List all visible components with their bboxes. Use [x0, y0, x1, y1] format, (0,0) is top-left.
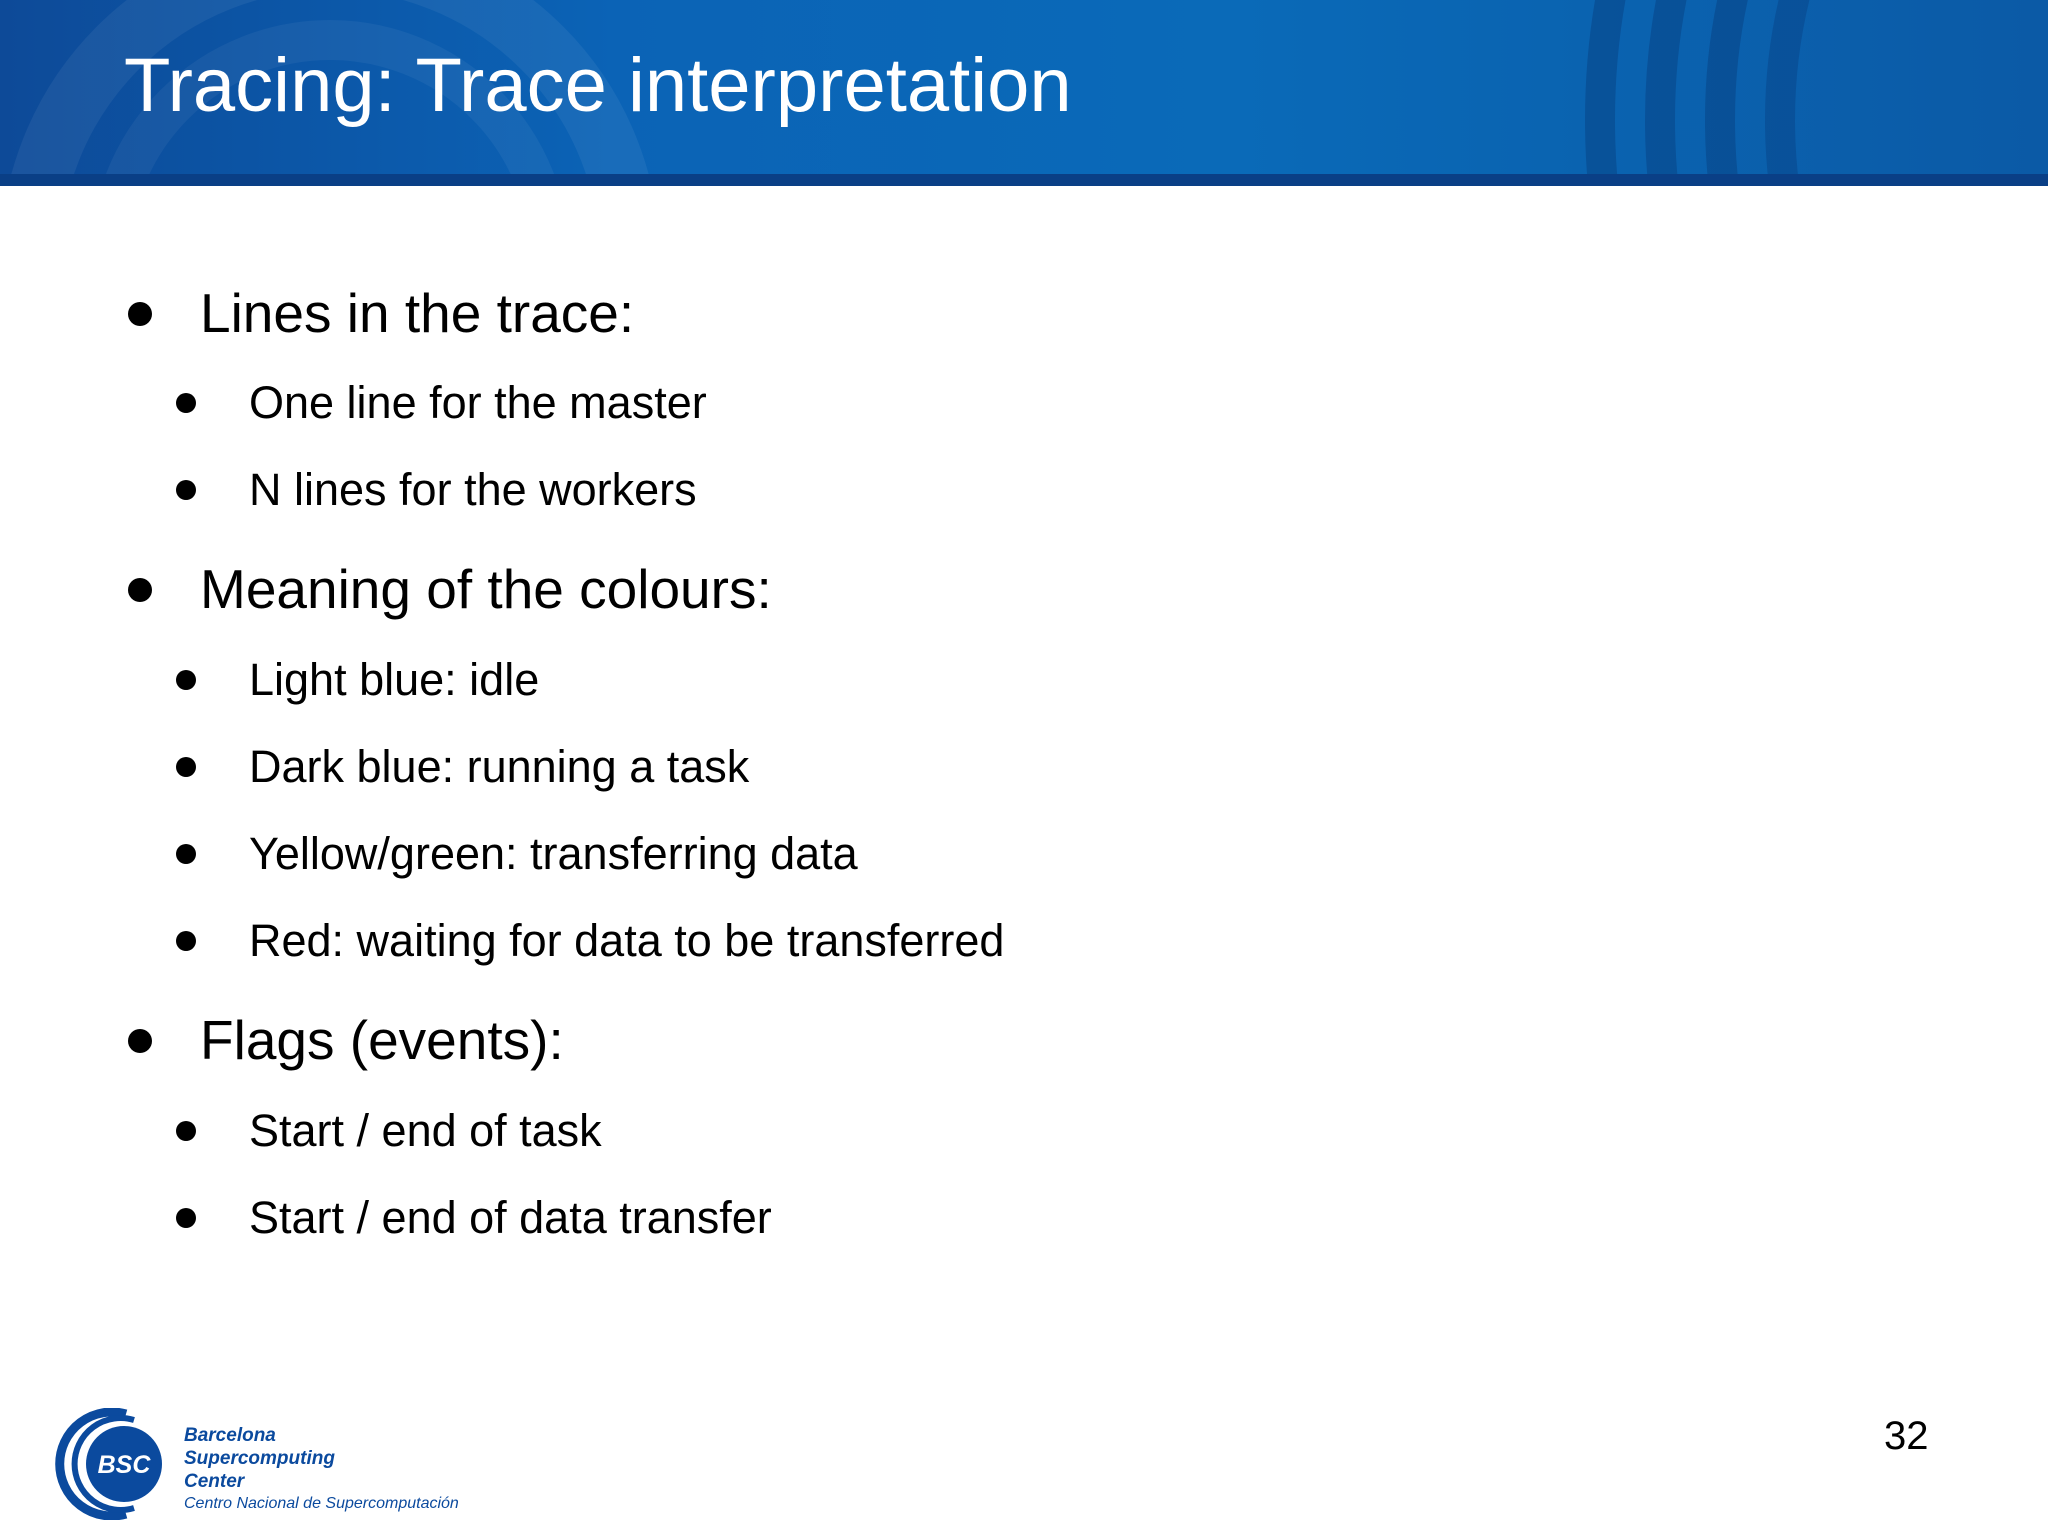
bullet-text: Start / end of data transfer: [249, 1192, 772, 1243]
sub-bullet-item: [249, 739, 749, 795]
sub-bullet-item: [249, 1190, 772, 1246]
slide-title: Tracing: Trace interpretation: [124, 43, 1072, 128]
bullet-text: Lines in the trace:: [200, 282, 635, 344]
bullet-dot-icon: [176, 1208, 196, 1228]
bullet-text: Red: waiting for data to be transferred: [249, 915, 1005, 966]
sub-bullet-item: [249, 913, 1004, 969]
bullet-dot-icon: [128, 578, 152, 602]
bullet-dot-icon: [176, 1121, 196, 1141]
bullet-item: [200, 1007, 564, 1073]
page-number: 32: [1884, 1414, 1929, 1458]
bsc-logo-text: [184, 1424, 459, 1515]
bullet-text: Dark blue: running a task: [249, 741, 750, 792]
sub-bullet-item: [249, 375, 707, 431]
logo-line-1: Barcelona: [184, 1425, 276, 1446]
bullet-item: [200, 280, 634, 346]
bsc-logo: [48, 1408, 488, 1520]
bullet-dot-icon: [176, 757, 196, 777]
bullet-text: Start / end of task: [249, 1105, 602, 1156]
sub-bullet-item: [249, 826, 858, 882]
svg-text:BSC: BSC: [97, 1451, 151, 1479]
bullet-dot-icon: [176, 393, 196, 413]
sub-bullet-item: [249, 1103, 602, 1159]
bullet-text: N lines for the workers: [249, 464, 697, 515]
bullet-dot-icon: [128, 302, 152, 326]
sub-bullet-item: [249, 462, 697, 518]
bullet-dot-icon: [176, 480, 196, 500]
bullet-item: [200, 556, 772, 622]
bullet-text: One line for the master: [249, 377, 707, 428]
bullet-dot-icon: [176, 670, 196, 690]
bullet-text: Flags (events):: [200, 1009, 564, 1071]
logo-line-3: Center: [184, 1471, 245, 1492]
logo-line-2: Supercomputing: [184, 1448, 335, 1469]
bullet-text: Light blue: idle: [249, 654, 540, 705]
bsc-logo-mark-icon: [48, 1408, 178, 1520]
sub-bullet-item: [249, 652, 539, 708]
logo-subtitle: Centro Nacional de Supercomputación: [184, 1495, 459, 1512]
bullet-dot-icon: [176, 844, 196, 864]
bullet-text: Yellow/green: transferring data: [249, 828, 858, 879]
bullet-text: Meaning of the colours:: [200, 558, 772, 620]
bullet-dot-icon: [176, 931, 196, 951]
bullet-dot-icon: [128, 1029, 152, 1053]
